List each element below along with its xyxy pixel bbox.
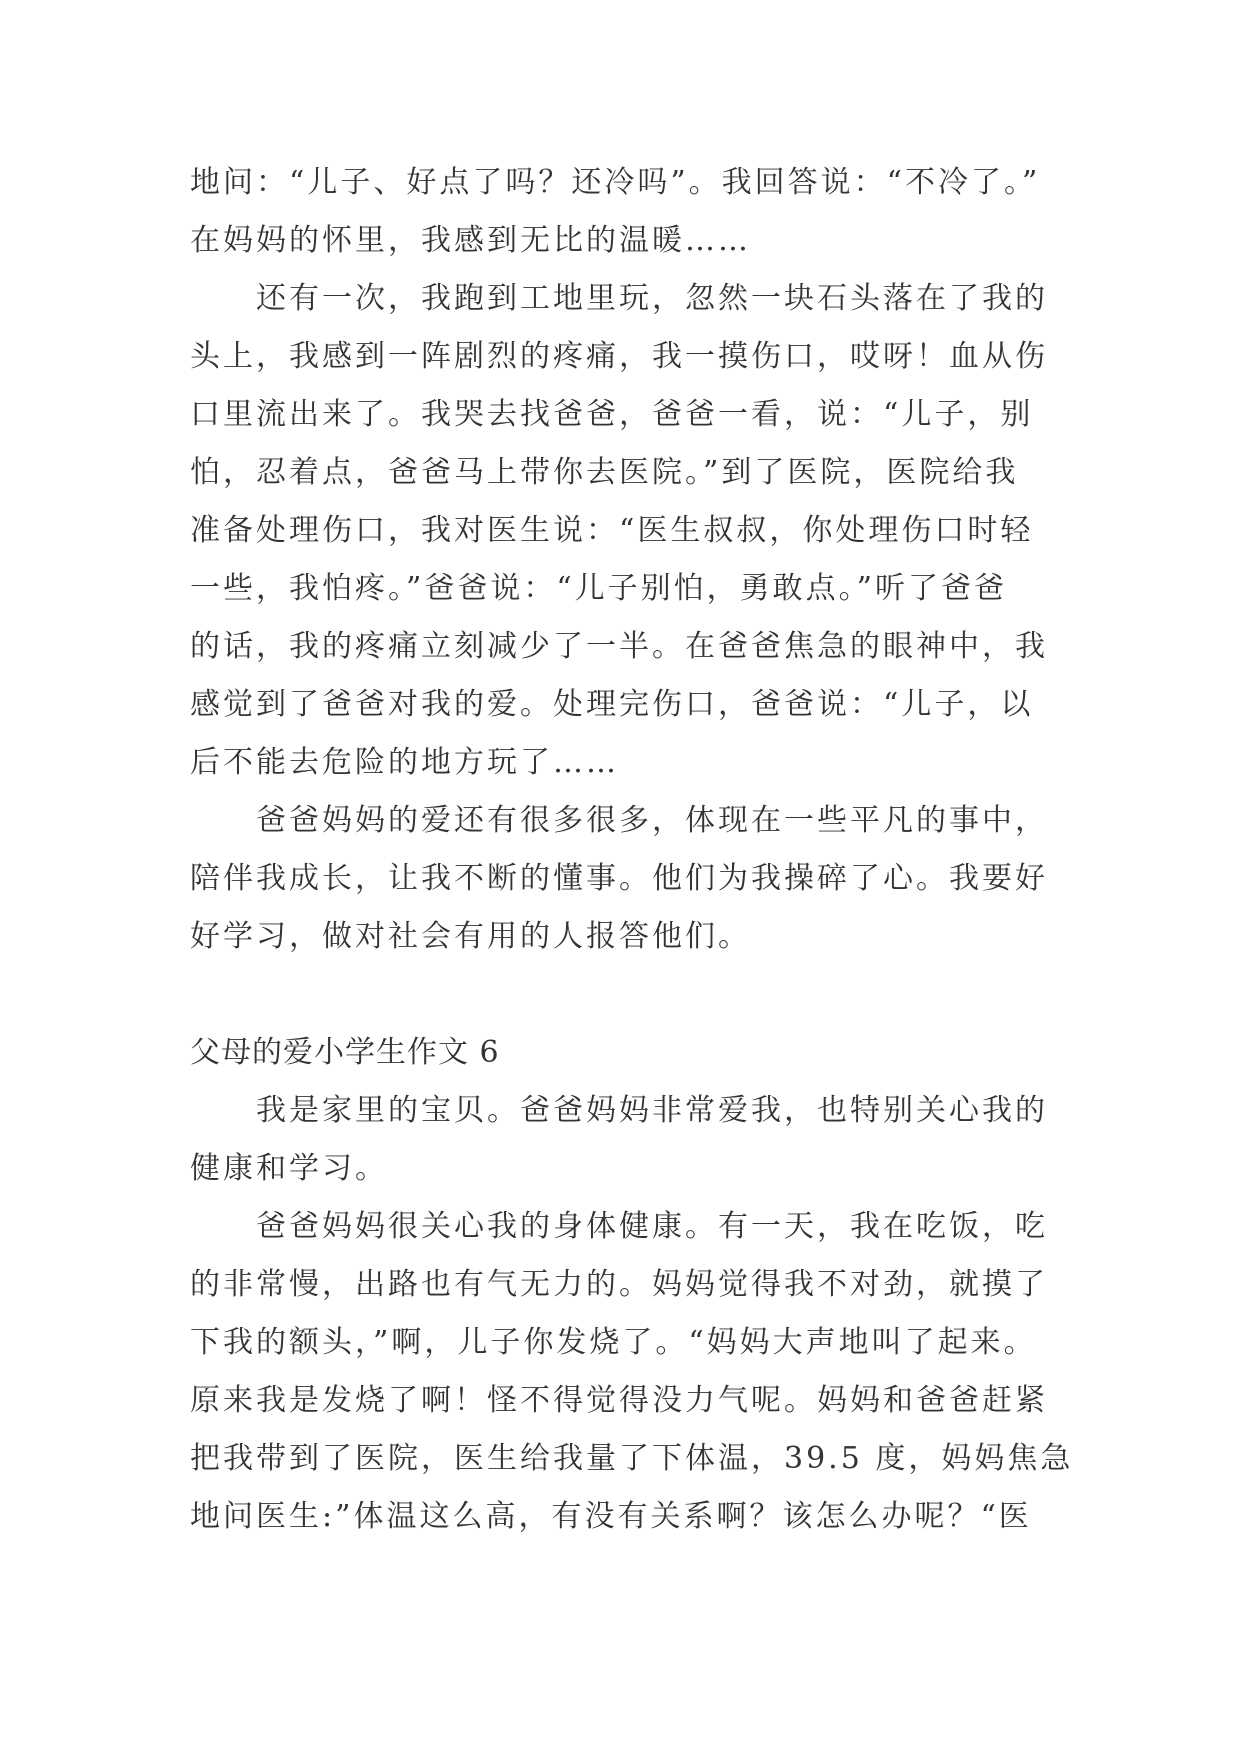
text-line: 陪伴我成长，让我不断的懂事。他们为我操碎了心。我要好	[190, 861, 1048, 896]
text-line: 头上，我感到一阵剧烈的疼痛，我一摸伤口，哎呀！血从伤	[190, 339, 1048, 374]
text-line: 爸爸妈妈很关心我的身体健康。有一天，我在吃饭，吃	[256, 1209, 1048, 1244]
blank-line	[190, 966, 1060, 1024]
paragraph-injury-story	[190, 270, 1060, 792]
text-line: 的非常慢，出路也有气无力的。妈妈觉得我不对劲，就摸了	[190, 1267, 1048, 1302]
text-line: 好学习，做对社会有用的人报答他们。	[190, 919, 751, 954]
text-line: 下我的额头，”啊，儿子你发烧了。“妈妈大声地叫了起来。	[190, 1325, 1037, 1360]
paragraph-continued	[190, 154, 1060, 270]
text-line: 还有一次，我跑到工地里玩，忽然一块石头落在了我的	[256, 281, 1048, 316]
text-line: 把我带到了医院，医生给我量了下体温，39.5 度，妈妈焦急	[190, 1441, 1074, 1476]
paragraph-fever-story	[190, 1198, 1074, 1546]
text-line: 爸爸妈妈的爱还有很多很多，体现在一些平凡的事中，	[256, 803, 1048, 838]
text-line: 我是家里的宝贝。爸爸妈妈非常爱我，也特别关心我的	[256, 1093, 1048, 1128]
text-line: 感觉到了爸爸对我的爱。处理完伤口，爸爸说：“儿子，以	[190, 687, 1034, 722]
text-line: 怕，忍着点，爸爸马上带你去医院。”到了医院，医院给我	[190, 455, 1019, 490]
paragraph-intro	[190, 1082, 1060, 1198]
paragraph-conclusion	[190, 792, 1060, 966]
text-line: 口里流出来了。我哭去找爸爸，爸爸一看，说：“儿子，别	[190, 397, 1034, 432]
text-line: 准备处理伤口，我对医生说：“医生叔叔，你处理伤口时轻	[190, 513, 1034, 548]
text-line: 地问：“儿子、好点了吗？还冷吗”。我回答说：“不冷了。”	[190, 165, 1041, 200]
text-line: 一些，我怕疼。”爸爸说：“儿子别怕，勇敢点。”听了爸爸	[190, 571, 1008, 606]
text-line: 的话，我的疼痛立刻减少了一半。在爸爸焦急的眼神中，我	[190, 629, 1048, 664]
text-line: 地问医生:”体温这么高，有没有关系啊？该怎么办呢？“医	[190, 1499, 1032, 1534]
text-line: 健康和学习。	[190, 1151, 388, 1186]
document-body	[190, 154, 1074, 1546]
section-title: 父母的爱小学生作文 6	[190, 1035, 500, 1070]
text-line: 原来我是发烧了啊！怪不得觉得没力气呢。妈妈和爸爸赶紧	[190, 1383, 1048, 1418]
text-line: 在妈妈的怀里，我感到无比的温暖……	[190, 223, 751, 258]
text-line: 后不能去危险的地方玩了……	[190, 745, 619, 780]
